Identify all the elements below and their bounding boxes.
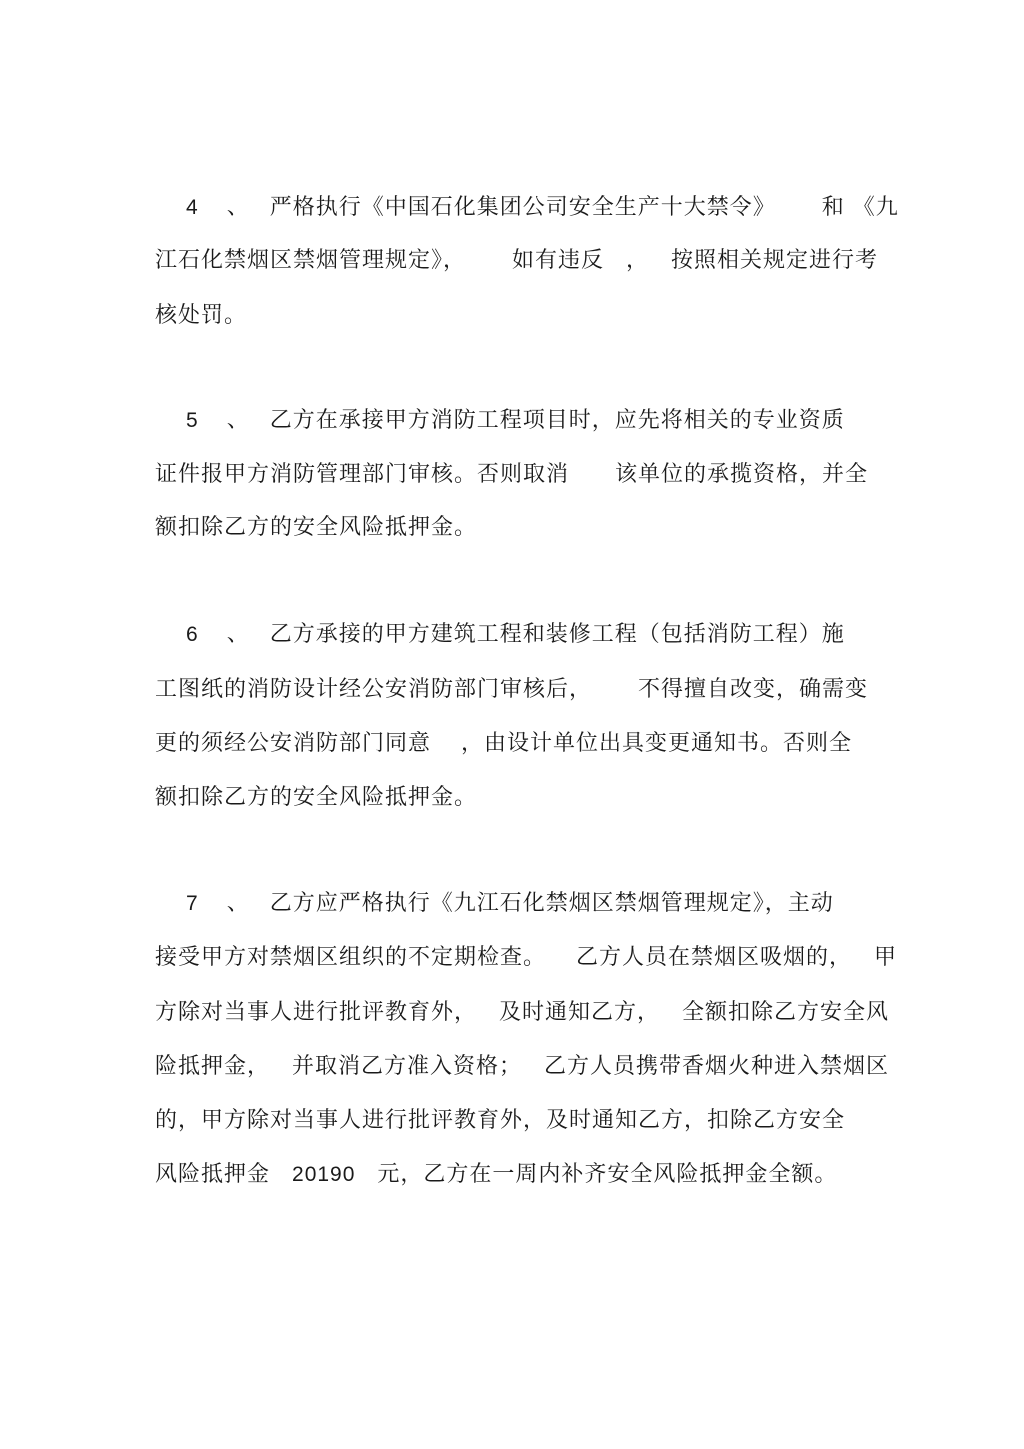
text-segment: 江石化禁烟区禁烟管理规定》， (155, 248, 467, 273)
text-segment: 乙方人员在禁烟区吸烟的， (576, 945, 853, 970)
enum-mark: 、 (226, 891, 250, 916)
paragraph-number: 7 (186, 892, 199, 915)
text-segment: 的，甲方除对当事人进行批评教育外，及时通知乙方，扣除乙方安全 (155, 1108, 846, 1133)
text-segment: 和 《九 (821, 195, 899, 220)
paragraph-5-line-2 (155, 460, 868, 490)
text-segment: 乙方应严格执行《九江石化禁烟区禁烟管理规定》，主动 (269, 891, 834, 916)
text-segment: ， (626, 248, 650, 273)
paragraph-4-line-3 (155, 301, 247, 331)
paragraph-7-line-1 (186, 889, 834, 919)
text-segment: 乙方在承接甲方消防工程项目时，应先将相关的专业资质 (269, 408, 845, 433)
text-segment: 如有违反 (512, 248, 605, 273)
text-segment: 证件报甲方消防管理部门审核。否则取消 (155, 462, 570, 487)
paragraph-4-line-1 (186, 193, 899, 223)
text-segment: 及时通知乙方， (499, 1000, 661, 1025)
amount-value: 20190 (292, 1163, 356, 1186)
enum-mark: 、 (226, 408, 250, 433)
paragraph-6-line-3 (155, 729, 852, 759)
paragraph-number: 5 (186, 409, 199, 432)
paragraph-4-line-2 (155, 246, 878, 276)
text-segment: 乙方人员携带香烟火种进入禁烟区 (544, 1054, 890, 1079)
paragraph-7-line-6 (155, 1160, 837, 1190)
text-segment: ，由设计单位出具变更通知书。否则全 (461, 731, 853, 756)
paragraph-6-line-4 (155, 783, 477, 813)
paragraph-7-line-4 (155, 1052, 889, 1082)
paragraph-7-line-3 (155, 998, 889, 1028)
text-segment: 该单位的承揽资格，并全 (615, 462, 869, 487)
text-segment: 并取消乙方准入资格； (292, 1054, 523, 1079)
text-segment: 全额扣除乙方安全风 (682, 1000, 890, 1025)
text-segment: 工图纸的消防设计经公安消防部门审核后， (155, 677, 593, 702)
paragraph-7-line-5 (155, 1106, 845, 1136)
enum-mark: 、 (226, 622, 250, 647)
paragraph-7-line-2 (155, 943, 897, 973)
text-segment: 甲 (874, 945, 898, 970)
paragraph-number: 4 (186, 196, 199, 219)
paragraph-5-line-1 (186, 406, 845, 436)
text-segment: 不得擅自改变，确需变 (638, 677, 869, 702)
paragraph-6-line-2 (155, 675, 868, 705)
paragraph-5-line-3 (155, 513, 477, 543)
text-segment: 元，乙方在一周内补齐安全风险抵押金全额。 (377, 1162, 838, 1187)
text-segment: 严格执行《中国石化集团公司安全生产十大禁令》 (269, 195, 776, 220)
text-segment: 额扣除乙方的安全风险抵押金。 (155, 515, 478, 540)
paragraph-6-line-1 (186, 620, 845, 650)
text-segment: 额扣除乙方的安全风险抵押金。 (155, 785, 478, 810)
text-segment: 按照相关规定进行考 (671, 248, 879, 273)
text-segment: 接受甲方对禁烟区组织的不定期检查。 (155, 945, 547, 970)
paragraph-number: 6 (186, 623, 199, 646)
text-segment: 更的须经公安消防部门同意 (155, 731, 432, 756)
text-segment: 险抵押金， (155, 1054, 271, 1079)
text-segment: 乙方承接的甲方建筑工程和装修工程（包括消防工程）施 (269, 622, 845, 647)
text-segment: 方除对当事人进行批评教育外， (155, 1000, 478, 1025)
enum-mark: 、 (226, 195, 250, 220)
text-segment: 风险抵押金 (155, 1162, 271, 1187)
text-segment: 核处罚。 (155, 303, 248, 328)
